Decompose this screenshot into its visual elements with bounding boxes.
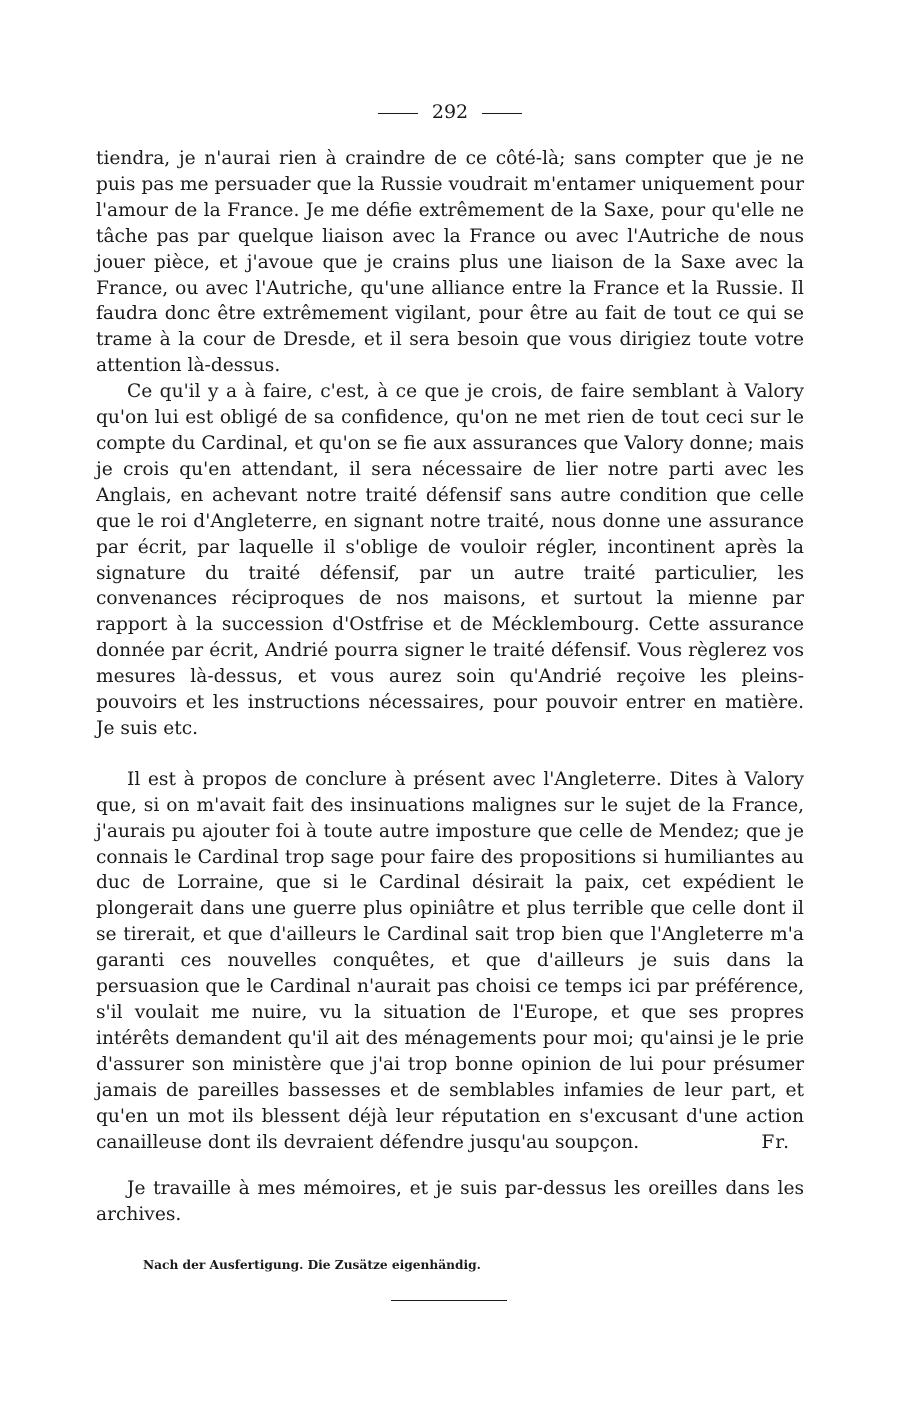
paragraph-postscript: [96, 767, 804, 1156]
postscript-text: Il est à propos de conclure à présent avec l'Angleterre. Dites à Valory que, si on m'avait fait des insinuations malignes sur le sujet de la France, j'aurais pu ajouter foi à toute autre imposture que celle de Mendez; que je connais le Cardinal trop sage pour faire des propositions si humiliantes au duc de Lorraine, que si le Cardinal désirait la paix, cet expédient le plongerait dans une guerre plus opiniâtre et plus terrible que celle dont il se tirerait, et que d'ailleurs le Cardinal sait trop bien que l'Angleterre m'a garanti ces nouvelles conquêtes, et que d'ailleurs je suis dans la persuasion que le Cardinal n'aurait pas choisi ce temps ici par préférence, s'il voulait me nuire, vu la situation de l'Europe, et que ses propres intérêts demandent qu'il ait des ménagements pour moi; qu'ainsi je le prie d'assurer son ministère que j'ai trop bonne opinion de lui pour présumer jamais de pareilles bassesses et de semblables infamies de leur part, et qu'en un mot ils blessent déjà leur réputation en s'excusant d'une action canailleuse dont ils devraient défendre jusqu'au soupçon.: [96, 768, 804, 1153]
source-note: Nach der Ausfertigung. Die Zusätze eigenhändig.: [143, 1258, 481, 1272]
page-number: 292: [431, 101, 469, 123]
header-rule-left: [378, 113, 418, 114]
letter-body: [96, 146, 804, 1228]
page-header: [0, 100, 900, 124]
header-rule-right: [482, 113, 522, 114]
closing-rule: [391, 1300, 507, 1301]
paragraph-instructions: Ce qu'il y a à faire, c'est, à ce que je crois, de faire semblant à Valory qu'on lui est obligé de sa confidence, qu'on ne met rien de tout ceci sur le compte du Cardinal, et qu'on se fie aux assurances que Valory donne; mais je crois qu'en attendant, il sera nécessaire de lier notre parti avec les Anglais, en achevant notre traité défensif sans autre condition que celle que le roi d'Angleterre, en signant notre traité, nous donne une assurance par écrit, par laquelle il s'oblige de vouloir régler, incontinent après la signature du traité défensif, par un autre traité particulier, les convenances réciproques de nos maisons, et surtout la mienne par rapport à la succession d'Ostfrise et de Mécklembourg. Cette assurance donnée par écrit, Andrié pourra signer le traité défensif. Vous règlerez vos mesures là-dessus, et vous aurez soin qu'Andrié reçoive les pleins-pouvoirs et les instructions nécessaires, pour pouvoir entrer en matière. Je suis etc.: [96, 381, 804, 739]
signature: Fr.: [761, 1131, 790, 1153]
paragraph-continuation: tiendra, je n'aurai rien à craindre de ce côté-là; sans compter que je ne puis pas me persuader que la Russie voudrait m'entamer uniquement pour l'amour de la France. Je me défie extrêmement de la Saxe, pour qu'elle ne tâche pas par quelque liaison avec la France ou avec l'Autriche de nous jouer pièce, et j'avoue que je crains plus une liaison de la Saxe avec la France, ou avec l'Autriche, qu'une alliance entre la France et la Russie. Il faudra donc être extrêmement vigilant, pour être au fait de tout ce qui se trame à la cour de Dresde, et il sera besoin que vous dirigiez toute votre attention là-dessus.: [96, 148, 804, 377]
paragraph-memoirs: Je travaille à mes mémoires, et je suis par-dessus les oreilles dans les archives.: [96, 1178, 804, 1226]
